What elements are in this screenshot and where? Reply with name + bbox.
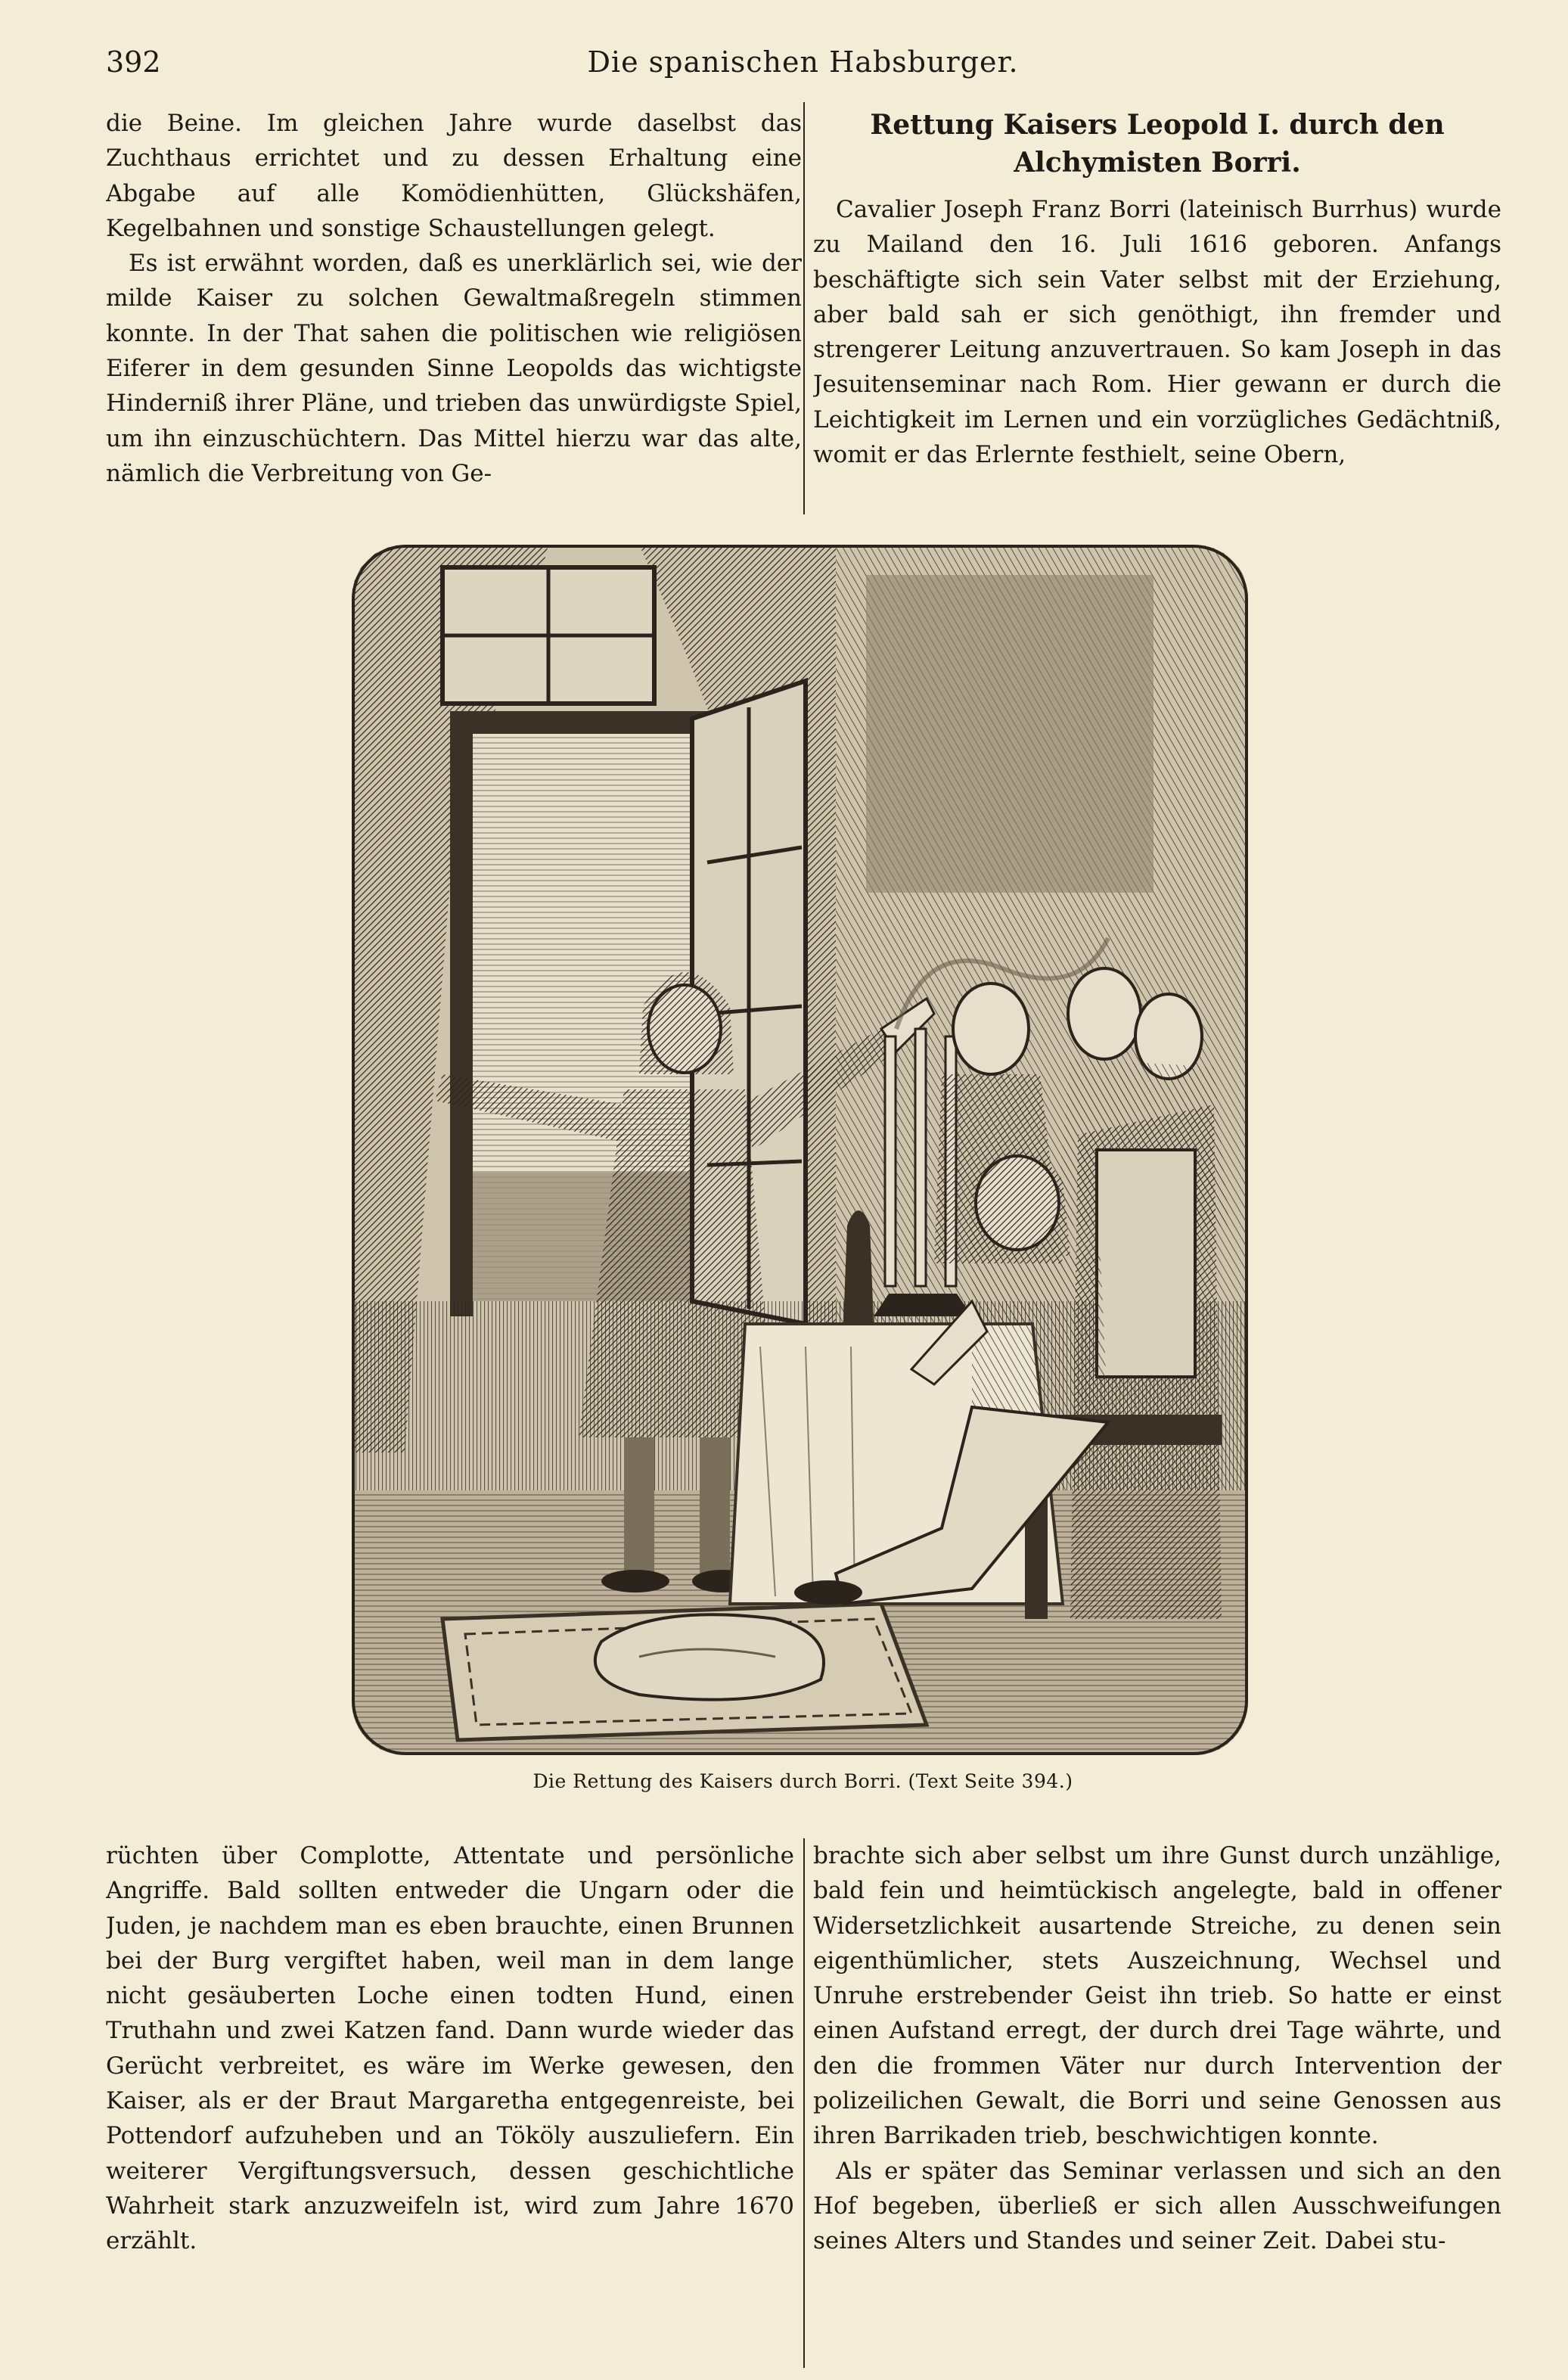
column-top-right bbox=[813, 106, 1501, 514]
column-divider bbox=[803, 102, 805, 514]
engraving-image bbox=[352, 545, 1248, 1755]
figure-caption: Die Rettung des Kaisers durch Borri. (Text Seite 394.) bbox=[532, 1770, 1073, 1792]
page-header bbox=[106, 45, 1500, 91]
paragraph: die Beine. Im gleichen Jahre wurde daselbst das Zuchthaus errichtet und zu dessen Erhaltung eine Abgabe auf alle Komödienhütten, Glückshäfen, Kegelbahnen und sonstige Schaustellungen gelegt. bbox=[106, 110, 802, 242]
paragraph: Cavalier Joseph Franz Borri (lateinisch Burrhus) wurde zu Mailand den 16. Juli 1616 geboren. Anfangs beschäftigte sich sein Vater selbst mit der Erziehung, aber bald sah er sich genöthigt, ihn fremder und strengerer Leitung anzuvertrauen. So kam Joseph in das Jesuitenseminar nach Rom. Hier gewann er durch die Leichtigkeit im Lernen und ein vorzügliches Gedächtniß, womit er das Erlernte festhielt, seine Obern, bbox=[813, 196, 1501, 469]
article-title: Rettung Kaisers Leopold I. durch den Alchymisten Borri. bbox=[870, 109, 1445, 179]
paragraph: Es ist erwähnt worden, daß es unerklärlich sei, wie der milde Kaiser zu solchen Gewaltmaßregeln stimmen konnte. In der That sahen die politischen wie religiösen Eiferer in dem gesunden Sinne Leopolds das wichtigste Hinderniß ihrer Pläne, und trieben das unwürdigste Spiel, um ihn einzuschüchtern. Das Mittel hierzu war das alte, nämlich die Verbreitung von Ge- bbox=[106, 250, 802, 487]
column-divider bbox=[803, 1838, 805, 2368]
running-title: Die spanischen Habsburger. bbox=[587, 45, 1019, 79]
column-bottom-right bbox=[813, 1838, 1501, 2368]
paragraph: rüchten über Complotte, Attentate und persönliche Angriffe. Bald sollten entweder die Ungarn oder die Juden, je nachdem man es eben brauchte, einen Brunnen bei der Burg vergiftet haben, weil man in dem lange nicht gesäuberten Loche einen todten Hund, einen Truthahn und zwei Katzen fand. Dann wurde wieder das Gerücht verbreitet, es wäre im Werke gewesen, den Kaiser, als er der Braut Margaretha entgegenreiste, bei Pottendorf aufzuheben und an Tököly auszuliefern. Ein weiterer Vergiftungsversuch, dessen geschichtliche Wahrheit stark anzuzweifeln ist, wird zum Jahre 1670 erzählt. bbox=[106, 1842, 794, 2255]
column-top-left bbox=[106, 106, 802, 514]
paragraph: Als er später das Seminar verlassen und sich an den Hof begeben, überließ er sich allen Ausschweifungen seines Alters und Standes und seiner Zeit. Dabei stu- bbox=[813, 2157, 1501, 2255]
page-number: 392 bbox=[106, 45, 161, 79]
paragraph: brachte sich aber selbst um ihre Gunst durch unzählige, bald fein und heimtückisch angelegte, bald in offener Widersetzlichkeit ausartende Streiche, zu denen sein eigenthümlicher, stets Auszeichnung, Wechsel und Unruhe erstrebender Geist ihn trieb. So hatte er einst einen Aufstand erregt, der durch drei Tage währte, und den die frommen Väter nur durch Intervention der polizeilichen Gewalt, die Borri und seine Genossen aus ihren Barrikaden trieb, beschwichtigen konnte. bbox=[813, 1842, 1501, 2150]
engraving-illustration bbox=[352, 545, 1248, 1755]
column-bottom-left bbox=[106, 1838, 794, 2338]
